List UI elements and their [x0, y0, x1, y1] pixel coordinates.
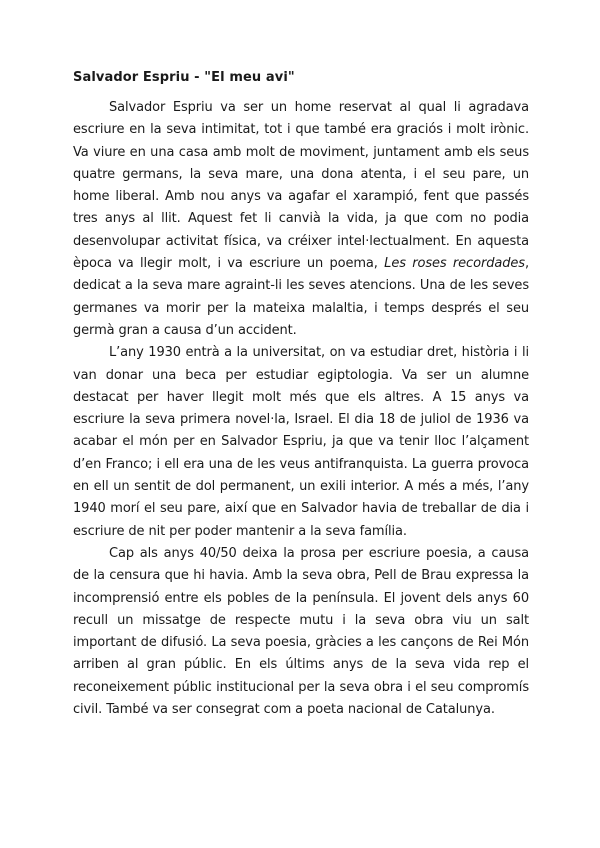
paragraph-1-text-after: , dedicat a la seva mare agraint-li les seves atencions. Una de les seves germanes va morir per la mateixa malaltia, i temps després el seu germà gran a causa d’un accident. — [73, 256, 529, 338]
paragraph-1 — [73, 97, 529, 342]
document-title: Salvador Espriu - "El meu avi" — [73, 70, 295, 85]
paragraph-2: L’any 1930 entrà a la universitat, on va estudiar dret, història i li van donar una beca per estudiar egiptologia. Va ser un alumne destacat per haver llegit molt més que els altres. A 15 anys va escriure la seva primera novel·la, Israel. El dia 18 de juliol de 1936 va acabar el món per en Salvador Espriu, ja que va tenir lloc l’alçament d’en Franco; i ell era una de les veus antifranquista. La guerra provoca en ell un sentit de dol permanent, un exili interior. A més a més, l’any 1940 morí el seu pare, així que en Salvador havia de treballar de dia i escriure de nit per poder mantenir a la seva família. — [73, 345, 529, 539]
poem-title: Les roses recordades — [384, 256, 525, 272]
document-page — [73, 68, 529, 721]
paragraph-1-text-before: Salvador Espriu va ser un home reservat al qual li agradava escriure en la seva intimitat, tot i que també era graciós i molt irònic. Va viure en una casa amb molt de moviment, juntament amb els seus quatre germans, la seva mare, una dona atenta, i el seu pare, un home liberal. Amb nou anys va agafar el xarampió, fent que passés tres anys al llit. Aquest fet li canvià la vida, ja que com no podia desenvolupar activitat física, va créixer intel·lectualment. En aquesta època va llegir molt, i va escriure un poema, — [73, 100, 529, 272]
paragraph-3: Cap als anys 40/50 deixa la prosa per escriure poesia, a causa de la censura que hi havia. Amb la seva obra, Pell de Brau expressa la incomprensió entre els pobles de la península. El jovent dels anys 60 recull un missatge de respecte mutu i la seva obra viu un salt important de difusió. La seva poesia, gràcies a les cançons de Rei Món arriben al gran públic. En els últims anys de la seva vida rep el reconeixement públic institucional per la seva obra i el seu compromís civil. També va ser consegrat com a poeta nacional de Catalunya. — [73, 545, 529, 718]
